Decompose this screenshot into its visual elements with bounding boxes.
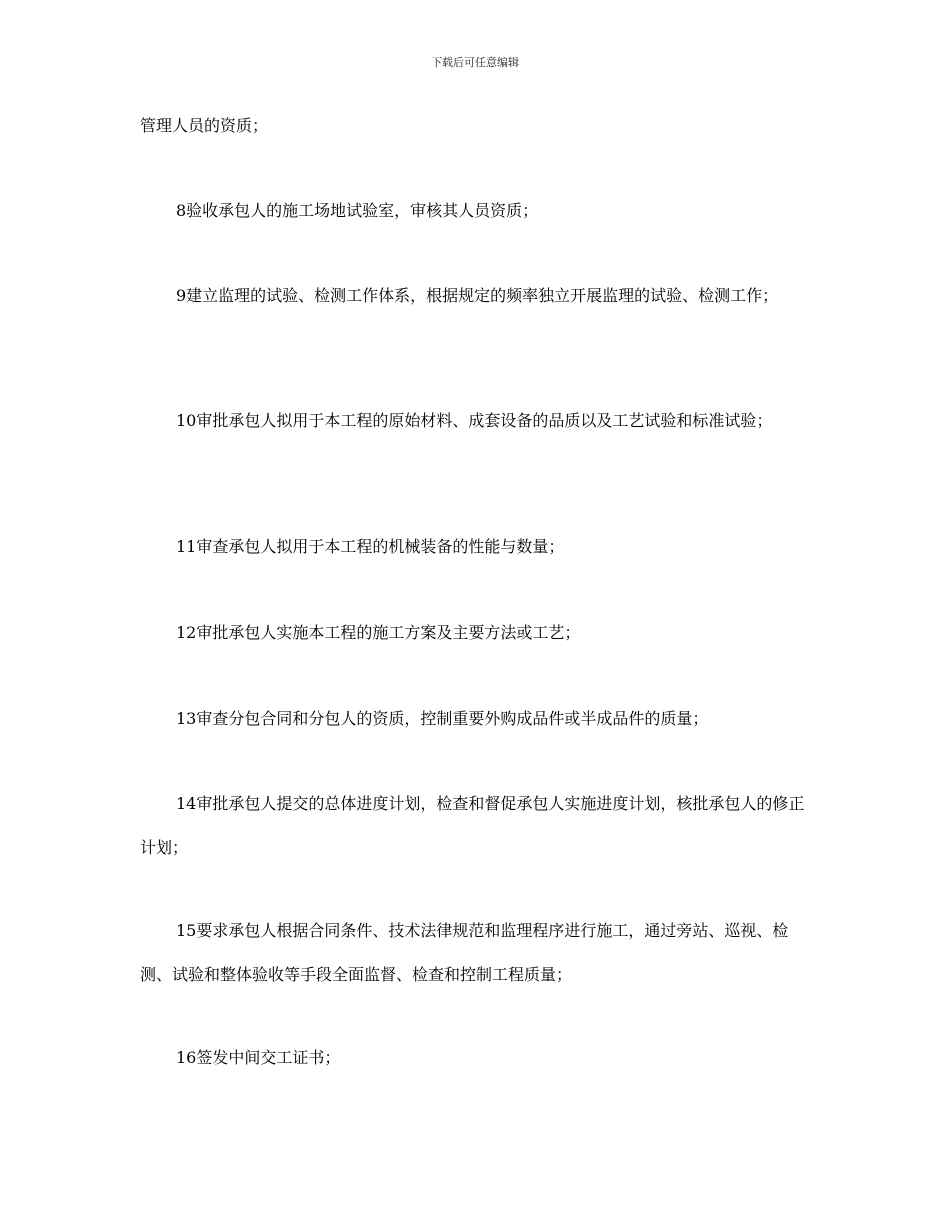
paragraph-item-14: 14审批承包人提交的总体进度计划，检查和督促承包人实施进度计划，核批承包人的修正计划； [140, 794, 805, 857]
paragraph-item-11: 11审查承包人拟用于本工程的机械装备的性能与数量； [176, 537, 565, 556]
paragraph-item-9: 9建立监理的试验、检测工作体系，根据规定的频率独立开展监理的试验、检测工作； [176, 286, 779, 305]
paragraph-item-8: 8验收承包人的施工场地试验室，审核其人员资质； [176, 201, 539, 220]
paragraph-item-12: 12审批承包人实施本工程的施工方案及主要方法或工艺； [176, 623, 581, 642]
paragraph-continuation: 管理人员的资质； [140, 116, 269, 135]
paragraph-item-13: 13审查分包合同和分包人的资质，控制重要外购成品件或半成品件的质量； [176, 709, 709, 728]
paragraph-item-10: 10审批承包人拟用于本工程的原始材料、成套设备的品质以及工艺试验和标准试验； [176, 411, 773, 430]
paragraph-item-15: 15要求承包人根据合同条件、技术法律规范和监理程序进行施工，通过旁站、巡视、检测、试验和整体验收等手段全面监督、检查和控制工程质量； [140, 921, 789, 984]
page-header: 下载后可任意编辑 [431, 56, 519, 69]
paragraph-item-16: 16签发中间交工证书； [176, 1048, 341, 1067]
